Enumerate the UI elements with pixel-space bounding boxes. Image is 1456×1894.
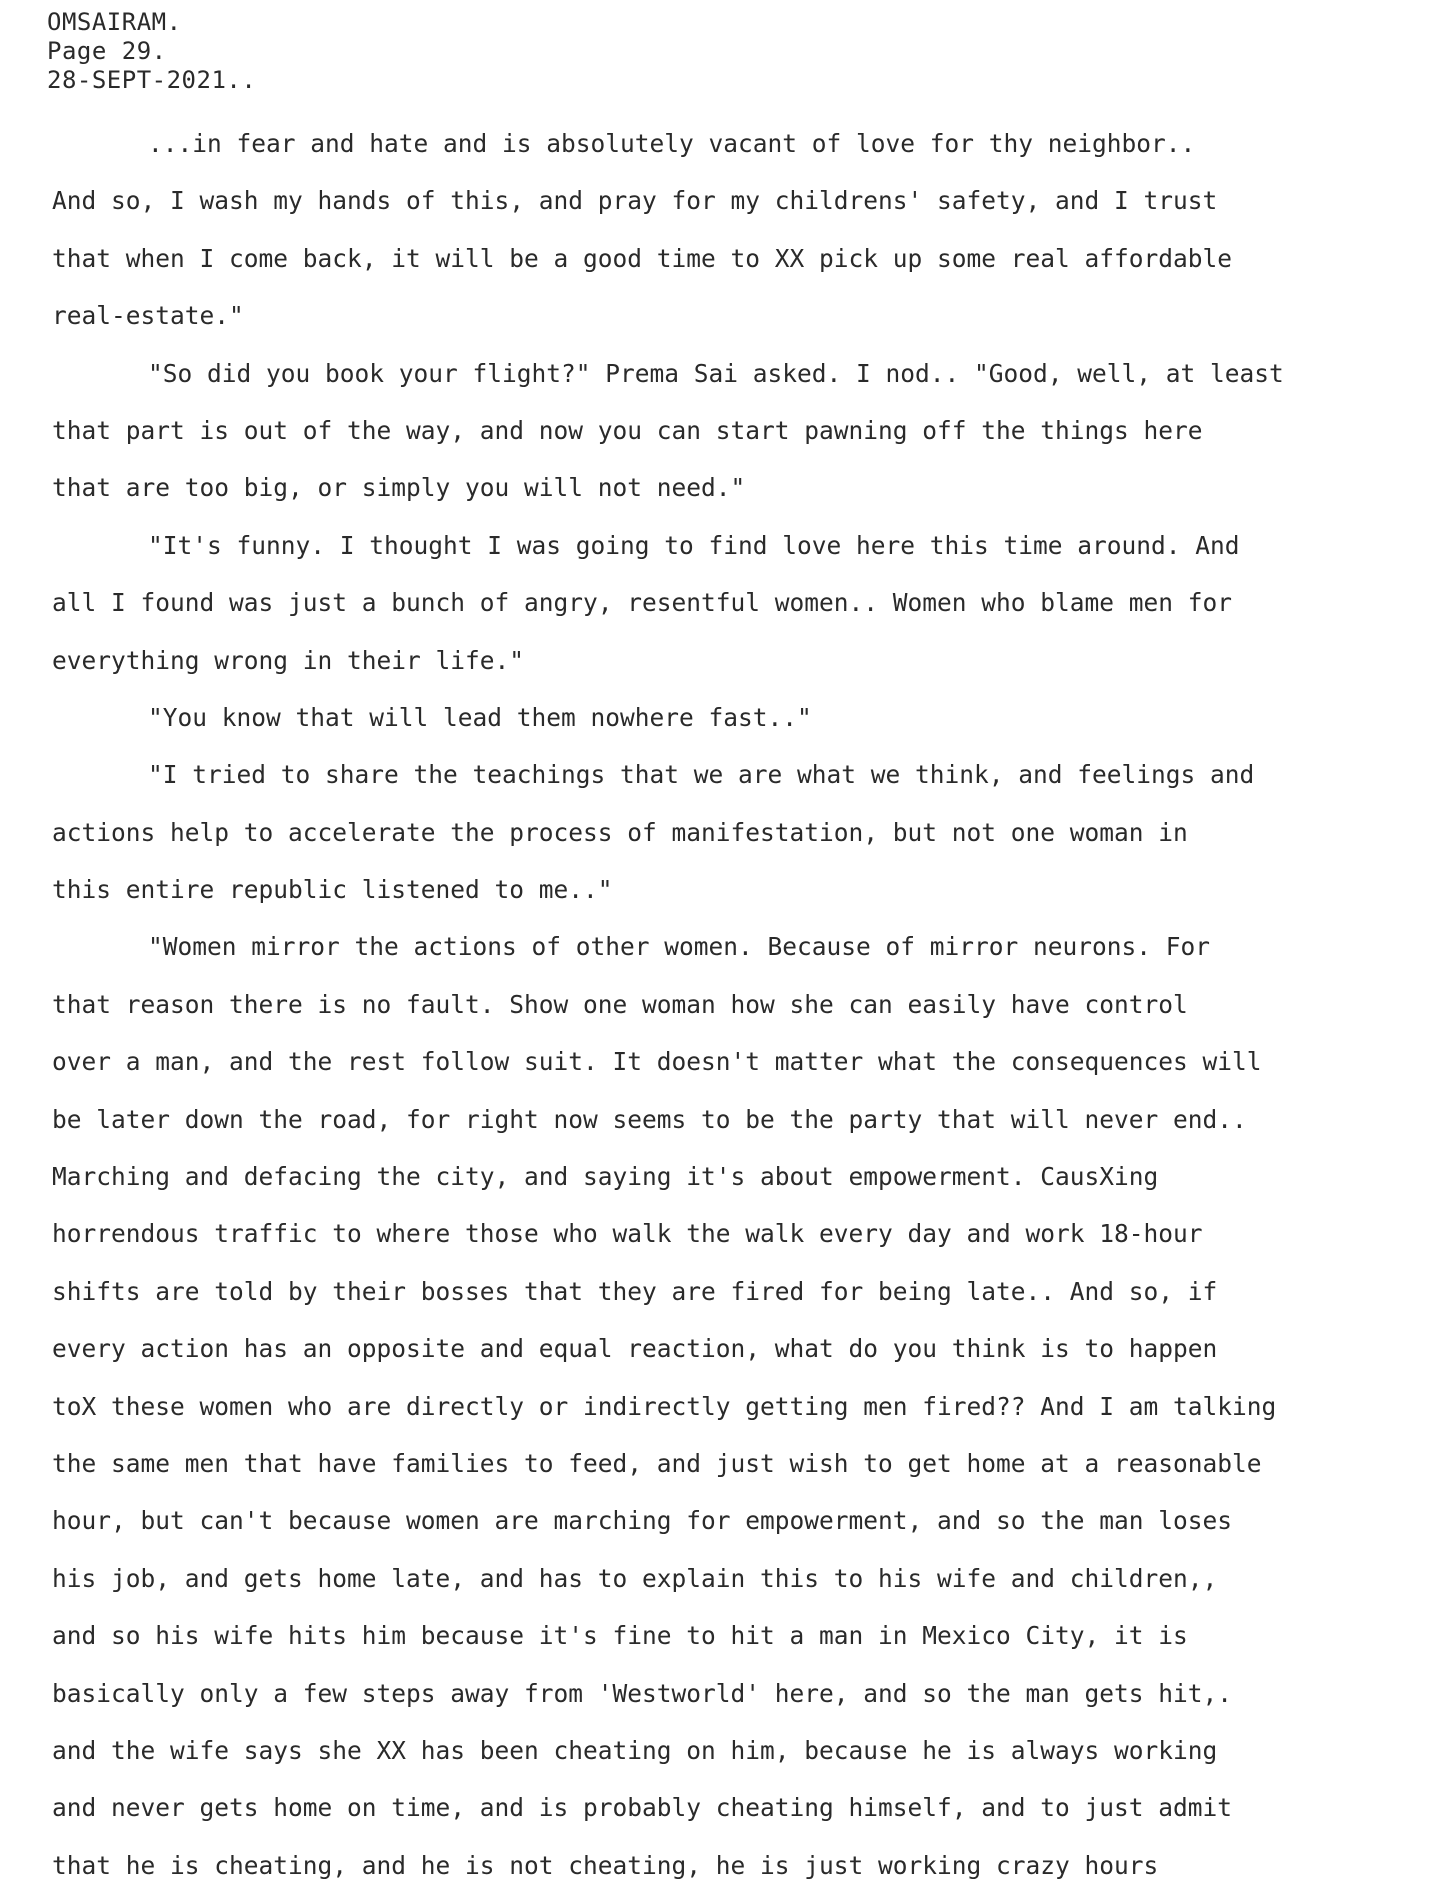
text-line: And so, I wash my hands of this, and pray for my childrens' safety, and I trust xyxy=(52,186,1218,216)
text-line: "You know that will lead them nowhere fast.." xyxy=(148,702,812,732)
text-line: and the wife says she XX has been cheating on him, because he is always working xyxy=(52,1735,1218,1765)
text-line: be later down the road, for right now seems to be the party that will never end.. xyxy=(52,1104,1247,1134)
text-line: "I tried to share the teachings that we are what we think, and feelings and xyxy=(148,760,1255,790)
text-line: over a man, and the rest follow suit. It doesn't matter what the consequences will xyxy=(52,1047,1262,1077)
text-line: hour, but can't because women are marching for empowerment, and so the man loses xyxy=(52,1506,1233,1536)
text-line: toX these women who are directly or indirectly getting men fired?? And I am talking xyxy=(52,1391,1277,1421)
text-line: and so his wife hits him because it's fine to hit a man in Mexico City, it is xyxy=(52,1621,1188,1651)
text-line: "It's funny. I thought I was going to find love here this time around. And xyxy=(148,530,1240,560)
text-line: his job, and gets home late, and has to explain this to his wife and children,, xyxy=(52,1563,1218,1593)
text-line: the same men that have families to feed, and just wish to get home at a reasonable xyxy=(52,1448,1262,1478)
text-line: basically only a few steps away from 'Westworld' here, and so the man gets hit,. xyxy=(52,1678,1233,1708)
text-line: that he is cheating, and he is not cheating, he is just working crazy hours xyxy=(52,1850,1159,1880)
text-line: that when I come back, it will be a good time to XX pick up some real affordable xyxy=(52,243,1233,273)
text-line: "Women mirror the actions of other women. Because of mirror neurons. For xyxy=(148,932,1211,962)
text-line: horrendous traffic to where those who walk the walk every day and work 18-hour xyxy=(52,1219,1203,1249)
text-line: actions help to accelerate the process of manifestation, but not one woman in xyxy=(52,817,1188,847)
text-line: "So did you book your flight?" Prema Sai asked. I nod.. "Good, well, at least xyxy=(148,358,1284,388)
text-line: all I found was just a bunch of angry, resentful women.. Women who blame men for xyxy=(52,588,1233,618)
header-title: OMSAIRAM. xyxy=(47,8,182,36)
text-line: that are too big, or simply you will not need." xyxy=(52,473,746,503)
text-line: every action has an opposite and equal reaction, what do you think is to happen xyxy=(52,1334,1218,1364)
text-line: real-estate." xyxy=(52,301,244,331)
text-line: shifts are told by their bosses that they are fired for being late.. And so, if xyxy=(52,1276,1218,1306)
text-line: ...in fear and hate and is absolutely vacant of love for thy neighbor.. xyxy=(148,129,1196,158)
text-line: this entire republic listened to me.." xyxy=(52,875,613,905)
header-page-number: Page 29. xyxy=(47,37,167,65)
text-line: everything wrong in their life." xyxy=(52,645,525,675)
body-text xyxy=(52,115,1452,1894)
header-date: 28-SEPT-2021.. xyxy=(47,66,257,94)
text-line: Marching and defacing the city, and saying it's about empowerment. CausXing xyxy=(52,1162,1159,1192)
text-line: that reason there is no fault. Show one woman how she can easily have control xyxy=(52,989,1188,1019)
text-line: and never gets home on time, and is probably cheating himself, and to just admit xyxy=(52,1793,1233,1823)
page-header xyxy=(47,8,256,95)
text-line: that part is out of the way, and now you can start pawning off the things here xyxy=(52,415,1203,445)
